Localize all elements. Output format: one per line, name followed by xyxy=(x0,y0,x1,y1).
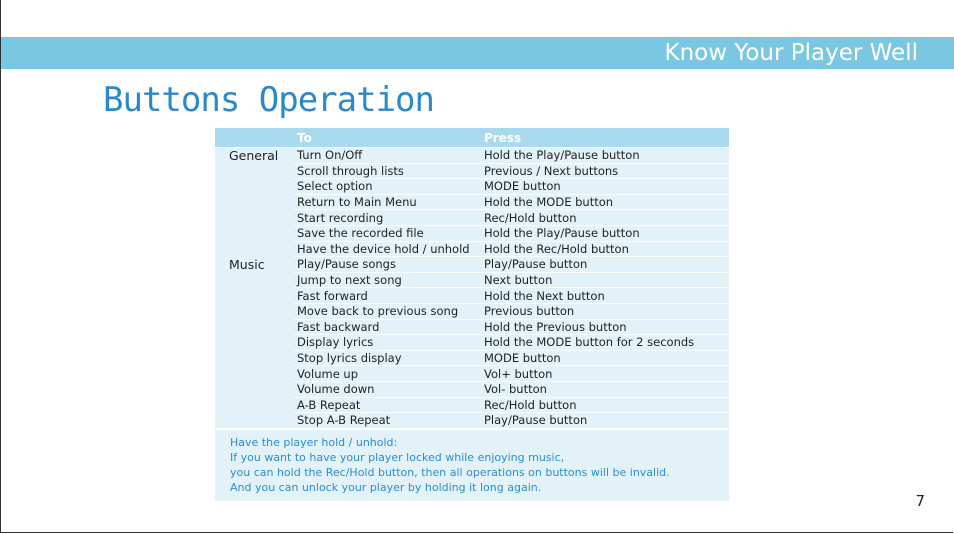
press-cell: Hold the MODE button xyxy=(481,194,729,210)
press-cell: Vol+ button xyxy=(481,366,729,382)
press-cell: Hold the Next button xyxy=(481,288,729,304)
note-line: you can hold the Rec/Hold button, then all operations on buttons will be invalid. xyxy=(230,465,670,479)
press-cell: Rec/Hold button xyxy=(481,397,729,413)
press-cell: Hold the Play/Pause button xyxy=(481,225,729,241)
press-cell: Vol- button xyxy=(481,381,729,397)
category-cell: General xyxy=(215,148,294,257)
note-line: Have the player hold / unhold: xyxy=(230,435,398,449)
table-row xyxy=(215,148,729,164)
action-cell: Stop A-B Repeat xyxy=(294,413,481,429)
action-cell: Save the recorded file xyxy=(294,225,481,241)
press-cell: Previous / Next buttons xyxy=(481,163,729,179)
action-cell: Play/Pause songs xyxy=(294,257,481,273)
banner-title: Know Your Player Well xyxy=(664,40,918,66)
press-cell: Play/Pause button xyxy=(481,413,729,429)
table-header-row xyxy=(215,128,729,148)
column-header-category xyxy=(215,128,294,148)
press-cell: Previous button xyxy=(481,303,729,319)
action-cell: Move back to previous song xyxy=(294,303,481,319)
page-number: 7 xyxy=(915,492,925,510)
press-cell: Hold the Rec/Hold button xyxy=(481,241,729,257)
action-cell: Scroll through lists xyxy=(294,163,481,179)
action-cell: Turn On/Off xyxy=(294,148,481,164)
action-cell: Display lyrics xyxy=(294,335,481,351)
table-body xyxy=(215,148,729,429)
press-cell: MODE button xyxy=(481,350,729,366)
note-line: If you want to have your player locked while enjoying music, xyxy=(230,450,565,464)
action-cell: Jump to next song xyxy=(294,272,481,288)
action-cell: Volume up xyxy=(294,366,481,382)
press-cell: Next button xyxy=(481,272,729,288)
buttons-table xyxy=(215,128,729,429)
press-cell: Rec/Hold button xyxy=(481,210,729,226)
category-cell: Music xyxy=(215,257,294,429)
action-cell: Volume down xyxy=(294,381,481,397)
note-box xyxy=(215,429,729,501)
action-cell: Fast backward xyxy=(294,319,481,335)
column-header-to: To xyxy=(294,128,481,148)
action-cell: Have the device hold / unhold xyxy=(294,241,481,257)
press-cell: Hold the Play/Pause button xyxy=(481,148,729,164)
action-cell: Fast forward xyxy=(294,288,481,304)
action-cell: Start recording xyxy=(294,210,481,226)
action-cell: A-B Repeat xyxy=(294,397,481,413)
press-cell: Hold the MODE button for 2 seconds xyxy=(481,335,729,351)
table-row xyxy=(215,257,729,273)
action-cell: Return to Main Menu xyxy=(294,194,481,210)
buttons-table-container xyxy=(215,128,729,501)
header-banner xyxy=(1,37,954,69)
action-cell: Select option xyxy=(294,179,481,195)
column-header-press: Press xyxy=(481,128,729,148)
press-cell: Play/Pause button xyxy=(481,257,729,273)
page-title: Buttons Operation xyxy=(103,80,434,120)
press-cell: Hold the Previous button xyxy=(481,319,729,335)
action-cell: Stop lyrics display xyxy=(294,350,481,366)
press-cell: MODE button xyxy=(481,179,729,195)
note-line: And you can unlock your player by holding it long again. xyxy=(230,480,542,494)
